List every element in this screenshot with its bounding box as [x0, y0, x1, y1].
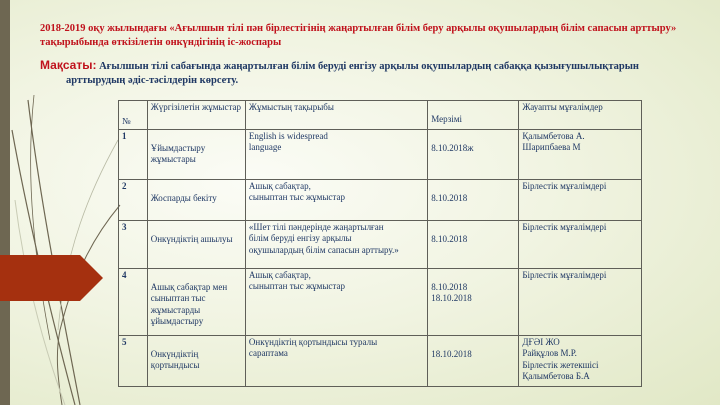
header-topic: Жұмыстың тақырыбы [245, 101, 427, 130]
row-activity: Ашық сабақтар мен сыныптан тыс жұмыстарды ұйымдастыру [147, 268, 245, 335]
row-responsible: Бірлестік мұғалімдері [519, 268, 642, 335]
row-date: 8.10.2018 [428, 179, 519, 220]
row-number: 4 [119, 268, 148, 335]
row-activity: Жоспарды бекіту [147, 179, 245, 220]
goal-text [40, 58, 680, 88]
row-topic: «Шет тілі пәндерінде жаңартылған білім беруді енгізу арқылы оқушылардың білім сапасын арттыру.» [245, 220, 427, 268]
header-activity: Жүргізілетін жұмыстар [147, 101, 245, 130]
header-no: № [119, 101, 148, 130]
table-row [119, 335, 642, 386]
slide-title: 2018-2019 оқу жылындағы «Ағылшын тілі пән бірлестігінің жаңартылған білім беру арқылы оқушылардың білім сапасын арттыру» тақырыбында өткізілетін онкүндігінің іс-жоспары [40, 23, 677, 48]
row-activity: Онкүндіктің ашылуы [147, 220, 245, 268]
row-date: 8.10.2018 [428, 220, 519, 268]
row-responsible: Бірлестік мұғалімдері [519, 179, 642, 220]
goal-line-2: арттырудың әдіс-тәсілдерін көрсету. [66, 75, 239, 86]
goal-label: Мақсаты: [40, 58, 97, 72]
row-responsible: Қалымбетова А. Шарипбаева М [519, 129, 642, 179]
table-row [119, 179, 642, 220]
decorative-arrow-shape [0, 255, 103, 301]
header-responsible: Жауапты мұғалімдер [519, 101, 642, 130]
row-responsible: Бірлестік мұғалімдері [519, 220, 642, 268]
row-topic: Ашық сабақтар, сыныптан тыс жұмыстар [245, 268, 427, 335]
table-row [119, 268, 642, 335]
table-row [119, 220, 642, 268]
row-topic: Онкүндіктің қортындысы туралы сараптама [245, 335, 427, 386]
row-topic: Ашық сабақтар, сыныптан тыс жұмыстар [245, 179, 427, 220]
goal-line-1: Ағылшын тілі сабағында жаңартылған білім беруді енгізу арқылы оқушылардың сабаққа қызығушылықтарын [96, 61, 639, 72]
row-number: 2 [119, 179, 148, 220]
plan-table [118, 100, 642, 387]
row-number: 5 [119, 335, 148, 386]
header-date: Мерзімі [428, 101, 519, 130]
row-date: 8.10.2018ж [428, 129, 519, 179]
table-header-row [119, 101, 642, 130]
row-responsible: ДҒӘІ ЖО Райқұлов М.Р. Бірлестік жетекшісі Қалымбетова Б.А [519, 335, 642, 386]
row-activity: Онкүндіктің қортындысы [147, 335, 245, 386]
row-number: 3 [119, 220, 148, 268]
left-accent-bar [0, 0, 10, 405]
row-date: 18.10.2018 [428, 335, 519, 386]
table-row [119, 129, 642, 179]
row-number: 1 [119, 129, 148, 179]
row-activity: Ұйымдастыру жұмыстары [147, 129, 245, 179]
row-topic: English is widespread language [245, 129, 427, 179]
row-date: 8.10.2018 18.10.2018 [428, 268, 519, 335]
